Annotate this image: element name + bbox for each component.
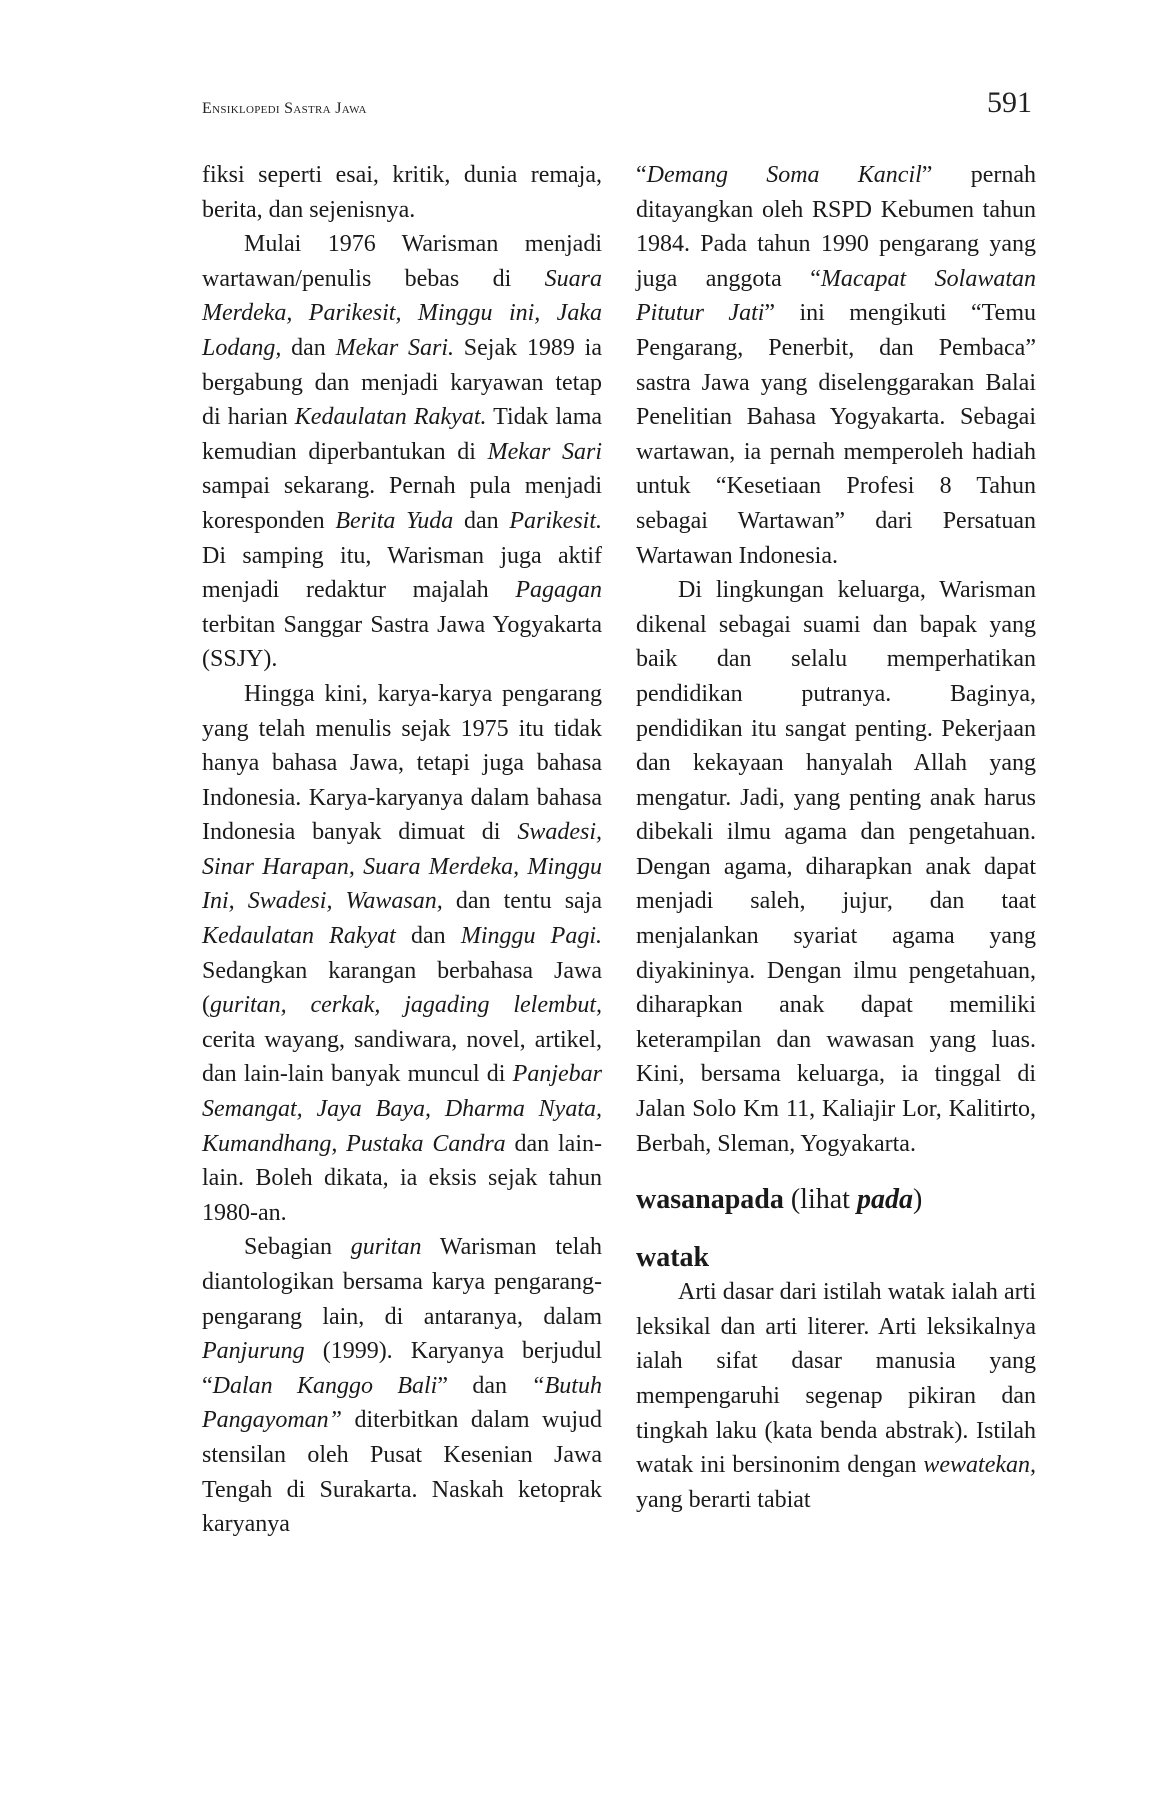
italic-title: Mekar Sari. <box>335 334 455 361</box>
text-run: yang berarti tabiat <box>636 1486 811 1513</box>
entry-heading-wasanapada <box>636 1183 1036 1217</box>
entry-crossref-link[interactable]: pada <box>856 1184 913 1216</box>
italic-title: Berita Yuda <box>335 507 454 534</box>
text-run: ” dan <box>437 1372 532 1399</box>
entry-headword: watak <box>636 1242 710 1274</box>
paragraph <box>202 158 602 227</box>
text-run: dan <box>281 334 336 361</box>
text-run: Hingga kini, karya-karya pengarang yang telah menulis sejak 1975 itu tidak hanya bahasa Jawa, tetapi juga bahasa Indonesia. Karya-karyanya dalam bahasa Indonesia banyak dimuat di <box>202 680 602 846</box>
italic-title: Swadesi, Sinar Harapan, Suara Merdeka, Minggu Ini, Swadesi, Wawasan, <box>202 819 602 915</box>
italic-title: Panjebar Semangat, Jaya Baya, Dharma Nyata, Kumandhang, Pustaka Candra <box>202 1061 602 1157</box>
italic-title: Kedaulatan Rakyat <box>202 923 396 950</box>
entry-crossref-close: ) <box>912 1184 923 1216</box>
text-run: Di samping itu, Warisman juga aktif menjadi redaktur majalah <box>202 542 602 604</box>
italic-title: guritan <box>350 1234 422 1261</box>
entry-crossref-open: (lihat <box>783 1184 857 1216</box>
text-run: Sebagian <box>244 1234 351 1261</box>
italic-title: Suara Merdeka, Parikesit, Minggu ini, Jaka Lodang, <box>202 265 602 361</box>
text-run: Warisman telah diantologikan bersama karya pengarang-pengarang lain, di antaranya, dalam <box>202 1234 602 1330</box>
italic-title: Parikesit. <box>509 507 602 534</box>
text-run: fiksi seperti esai, kritik, dunia remaja, berita, dan sejenisnya. <box>202 162 602 223</box>
paragraph <box>202 227 602 677</box>
text-run: “ <box>636 162 647 188</box>
paragraph <box>202 1230 602 1541</box>
text-run: Arti dasar dari istilah watak ialah arti leksikal dan arti literer. Arti leksikalnya ialah sifat dasar manusia yang mempengaruhi segenap pikiran dan tingkah laku (kata benda abstrak). Istilah watak ini bersinonim dengan <box>636 1279 1036 1479</box>
text-run: diterbitkan dalam wujud stensilan oleh Pusat Kesenian Jawa Tengah di Surakarta. Naskah ketoprak karyanya <box>202 1407 602 1538</box>
paragraph <box>202 677 602 1231</box>
paragraph <box>636 573 1036 1161</box>
text-run: Sejak 1989 ia bergabung dan menjadi karyawan tetap di harian <box>202 334 602 431</box>
text-run: dan <box>395 923 461 950</box>
paragraph <box>636 158 1036 573</box>
text-run: ” ini mengikuti “Temu Pengarang, Penerbit, dan Pembaca” sastra Jawa yang diselenggarakan Balai Penelitian Bahasa Yogyakarta. Sebagai wartawan, ia pernah memperoleh hadiah untuk “Kesetiaan Profesi 8 Tahun sebagai Wartawan” dari Persatuan Wartawan Indonesia. <box>636 300 1036 569</box>
italic-title: Demang Soma Kancil <box>646 162 922 188</box>
italic-title: guritan, cerkak, jagading lelembut, <box>210 992 602 1019</box>
running-header-title: Ensiklopedi Sastra Jawa <box>202 100 367 117</box>
text-run: terbitan Sanggar Sastra Jawa Yogyakarta (SSJY). <box>202 611 602 673</box>
entry-headword: wasanapada <box>636 1184 784 1216</box>
italic-title: Mekar Sari <box>487 438 602 465</box>
text-run: dan lain-lain. Boleh dikata, ia eksis sejak tahun 1980-an. <box>202 1130 602 1226</box>
italic-title: Panjurung <box>202 1338 305 1365</box>
italic-title: Dalan Kanggo Bali <box>212 1372 438 1399</box>
right-column <box>636 158 1036 1517</box>
text-run: (1999). Karyanya berjudul “ <box>202 1338 602 1399</box>
italic-title: wewatekan, <box>923 1452 1036 1479</box>
paragraph <box>636 1275 1036 1517</box>
text-run: Sedangkan karangan berbahasa Jawa ( <box>202 957 602 1019</box>
text-run: dan tentu saja <box>442 888 603 915</box>
italic-title: Minggu Pagi. <box>460 923 602 950</box>
entry-heading-watak <box>636 1241 1036 1275</box>
italic-title: Macapat Solawatan Pitutur Jati <box>636 265 1036 327</box>
text-run: Di lingkungan keluarga, Warisman dikenal sebagai suami dan bapak yang baik dan selalu memperhatikan pendidikan putranya. Baginya, pendidikan itu sangat penting. Pekerjaan dan kekayaan hanyalah Allah yang mengatur. Jadi, yang penting anak harus dibekali ilmu agama dan pengetahuan. Dengan agama, diharapkan anak dapat menjadi saleh, jujur, dan taat menjalankan syariat agama yang diyakininya. Dengan ilmu pengetahuan, diharapkan anak dapat memiliki keterampilan dan wawasan yang luas. Kini, bersama keluarga, ia tinggal di Jalan Solo Km 11, Kaliajir Lor, Kalitirto, Berbah, Sleman, Yogyakarta. <box>636 577 1036 1157</box>
italic-title: “Butuh Pangayoman” <box>202 1372 602 1434</box>
text-run: Mulai 1976 Warisman menjadi wartawan/penulis bebas di <box>202 231 602 292</box>
text-run: cerita wayang, sandiwara, novel, artikel, dan lain-lain banyak muncul di <box>202 1026 602 1088</box>
italic-title: Pagagan <box>515 577 602 604</box>
italic-title: Kedaulatan Rakyat. <box>294 404 487 431</box>
page-number: 591 <box>987 86 1032 119</box>
text-run: ” pernah ditayangkan oleh RSPD Kebumen tahun 1984. Pada tahun 1990 pengarang yang juga anggota “ <box>636 162 1036 292</box>
left-column <box>202 158 602 1542</box>
text-run: Tidak lama kemudian diperbantukan di <box>202 404 603 465</box>
text-run: sampai sekarang. Pernah pula menjadi koresponden <box>202 473 602 534</box>
text-run: dan <box>453 507 510 534</box>
